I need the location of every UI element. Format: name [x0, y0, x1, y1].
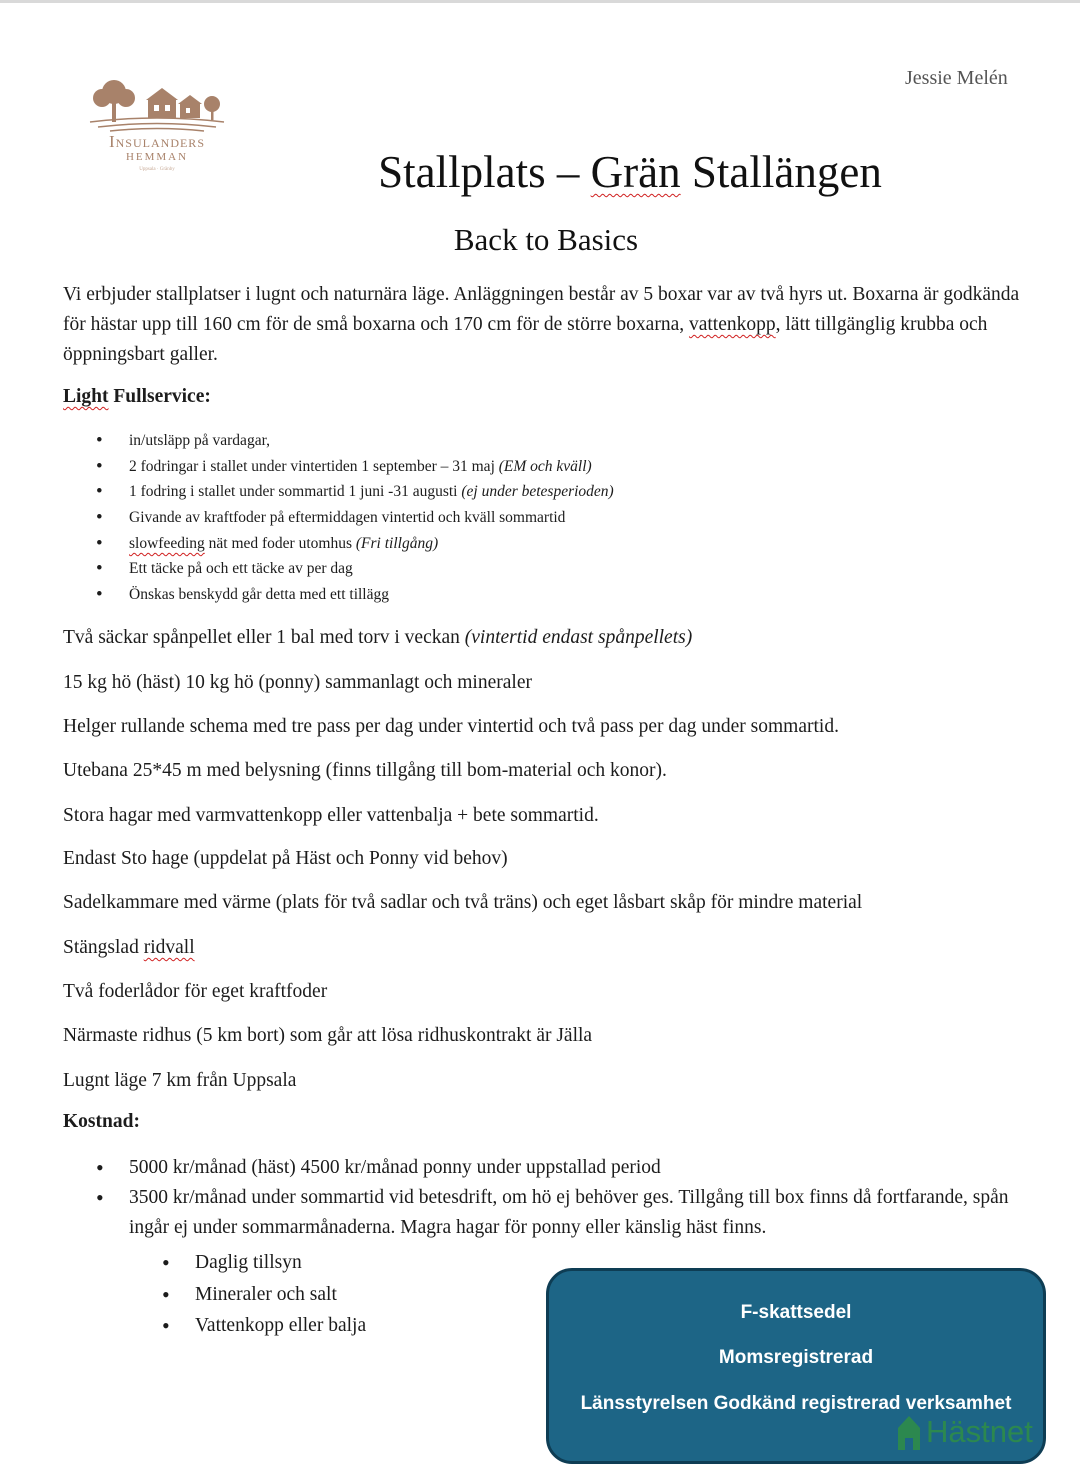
service-item-text: nät med foder utomhus: [204, 534, 356, 552]
service-item-text: 2 fodringar i stallet under vintertiden 1 september – 31 maj: [129, 457, 499, 475]
f-tax-badge: F-skattsedel: [740, 1302, 852, 1323]
cost-list: [100, 1153, 1035, 1243]
cost-subitem: • Vattenkopp eller balja: [166, 1310, 366, 1342]
cost-subitem: • Mineraler och salt: [166, 1279, 366, 1311]
service-item: [100, 505, 800, 531]
service-item-note: (Fri tillgång): [355, 534, 439, 552]
service-list: [100, 428, 800, 608]
service-item-text: Givande av kraftfoder på eftermiddagen vintertid och kväll sommartid: [129, 509, 566, 527]
hastnet-logo-icon: [896, 1414, 922, 1450]
logo-name: Insulanders: [108, 132, 205, 151]
service-item: [100, 556, 800, 582]
intro-text-1: Vi erbjuder stallplatser i lugnt och naturnära läge. Anläggningen består av 5 boxar var av två hyrs ut. Boxarna är godkända för hästar upp till 160 cm för de små boxarna och 170 cm för de större boxarna,: [63, 284, 1020, 335]
bedding-note: (vintertid endast spånpellets): [464, 627, 693, 648]
document-title: [0, 146, 1080, 198]
service-heading: [63, 386, 211, 408]
paddocks-paragraph: Stora hagar med varmvattenkopp eller vattenbalja + bete sommartid.: [63, 805, 599, 826]
weekend-paragraph: Helger rullande schema med tre pass per dag under vintertid och två pass per dag under sommartid.: [63, 716, 839, 737]
fenced-prefix: Stängslad: [63, 937, 144, 958]
mare-paddock-paragraph: Endast Sto hage (uppdelat på Häst och Ponny vid behov): [63, 848, 508, 869]
service-heading-word-2: Fullservice:: [108, 386, 211, 407]
county-approved-badge: Länsstyrelsen Godkänd registrerad verksamhet: [580, 1393, 1012, 1414]
cost-item: • 3500 kr/månad under sommartid vid betesdrift, om hö ej behöver ges. Tillgång till box finns då fortfarande, spån ingår ej under sommarmånaderna. Magra hagar för ponny eller känslig häst finns.: [100, 1183, 1035, 1243]
service-item-text: Ett täcke på och ett täcke av per dag: [129, 560, 353, 578]
arena-paragraph: Utebana 25*45 m med belysning (finns tillgång till bom-material och konor).: [63, 760, 667, 781]
cost-subitem: • Daglig tillsyn: [166, 1247, 366, 1279]
service-item-lead: slowfeeding: [129, 534, 205, 552]
title-part-2: Grän: [590, 147, 681, 197]
author-name: Jessie Melén: [905, 67, 1008, 89]
service-item-note: (EM och kväll): [498, 457, 592, 475]
riding-hall-paragraph: Närmaste ridhus (5 km bort) som går att lösa ridhuskontrakt är Jälla: [63, 1025, 593, 1046]
vat-registered-badge: Momsregistrerad: [718, 1347, 874, 1368]
cost-sublist: [166, 1247, 366, 1342]
cost-item: • 5000 kr/månad (häst) 4500 kr/månad ponny under uppstallad period: [100, 1153, 1035, 1183]
tack-room-paragraph: Sadelkammare med värme (plats för två sadlar och två träns) och eget låsbart skåp för mindre material: [63, 892, 863, 913]
document-subtitle: Back to Basics: [453, 222, 639, 257]
title-part-3: Stallängen: [680, 147, 882, 197]
cost-heading: Kostnad:: [63, 1111, 140, 1132]
intro-text-2: , lätt tillgänglig krubba och öppningsbart galler.: [63, 314, 988, 365]
service-item: [100, 428, 800, 454]
intro-paragraph: [63, 280, 1043, 370]
bedding-text: Två säckar spånpellet eller 1 bal med torv i veckan: [63, 627, 465, 648]
fenced-word: ridvall: [143, 937, 195, 958]
farm-house-icon: [84, 78, 230, 132]
service-heading-word-1: Light: [63, 386, 109, 407]
bedding-paragraph: [63, 623, 692, 653]
intro-underlined: vattenkopp: [688, 314, 776, 335]
fenced-arena-paragraph: [63, 933, 195, 963]
hastnet-watermark: [896, 1410, 1033, 1454]
logo-tagline: Uppsala · Gränby: [139, 167, 175, 172]
service-item-note: (ej under betesperioden): [461, 483, 614, 501]
logo-subtitle: HEMMAN: [125, 151, 189, 163]
watermark-text: Hästnet: [926, 1414, 1033, 1449]
service-item-text: 1 fodring i stallet under sommartid 1 juni -31 augusti: [129, 483, 462, 501]
service-item: [100, 479, 800, 505]
service-item: [100, 582, 800, 608]
service-item-text: Önskas benskydd går detta med ett tillägg: [129, 586, 389, 604]
service-item: [100, 454, 800, 480]
service-item-text: in/utsläpp på vardagar,: [129, 432, 270, 449]
location-paragraph: Lugnt läge 7 km från Uppsala: [63, 1070, 297, 1091]
title-part-1: Stallplats –: [378, 147, 591, 197]
page-top-rule: [0, 0, 1080, 3]
feed-boxes-paragraph: Två foderlådor för eget kraftfoder: [63, 981, 328, 1002]
hay-paragraph: 15 kg hö (häst) 10 kg hö (ponny) sammanlagt och mineraler: [63, 672, 532, 693]
service-item: [100, 531, 800, 557]
